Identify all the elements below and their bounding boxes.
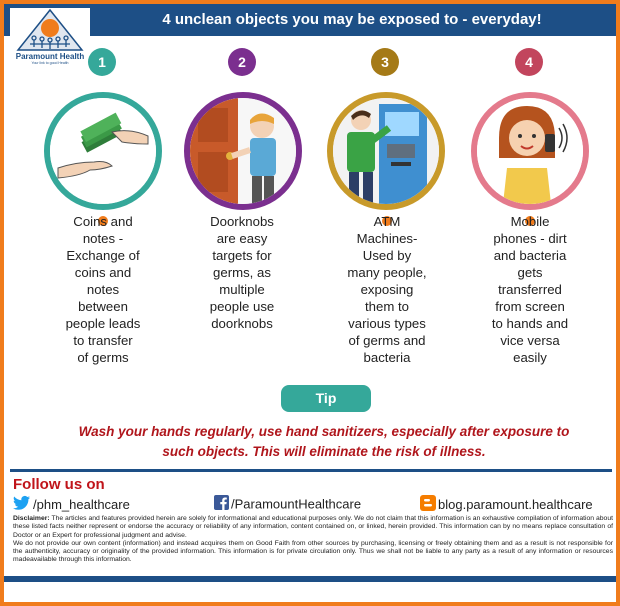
brand-logo [10,8,90,66]
brand-name: Paramount Health [15,52,85,61]
item-description: Doorknobs are easy targets for germs, as multiple people use doorknobs [209,214,275,331]
facebook-link[interactable]: /ParamountHealthcare [214,495,361,513]
tip-badge: Tip [281,385,371,412]
money-exchange-illustration-icon [44,92,162,210]
item-number-badge: 1 [88,48,116,76]
footer-bar [4,576,616,582]
divider [10,469,612,472]
item-number-badge: 4 [515,48,543,76]
mobile-phone-illustration-icon [471,92,589,210]
item-description: Coins and notes - Exchange of coins and notes between people leads to transfer of germs [65,214,141,365]
page-title: 4 unclean objects you may be exposed to - everyday! [162,11,542,28]
item-number-badge: 3 [371,48,399,76]
item-description: Mobile phones - dirt and bacteria gets transferred from screen to hands and vice versa easily [491,214,569,365]
follow-heading: Follow us on [13,476,105,493]
twitter-icon [13,495,31,516]
twitter-link[interactable]: /phm_healthcare [13,495,130,513]
facebook-icon [214,495,229,515]
doorknob-illustration-icon [184,92,302,210]
blogger-icon [420,495,436,516]
item-number-badge: 2 [228,48,256,76]
disclaimer-text: Disclaimer: The articles and features provided herein are solely for informational and educational purposes only. We do not claim that this information is an exhaustive compilation of information about these listed facts neither represent or endorse the accuracy or reliability of any information, content contained on, or linked, herein provided. This information can by no means replace consultation of Doctor or an Expert for professional judgment and advise. We do not provide our own content (information) and instead acquires them on Good Faith from other sources by purchasing, licensing or freely obtaining them and as a result is not responsible for the authenticity, accuracy or originality of the provided information. This information is for private circulation only. Thus we shall not be liable to any party as a result of any information or resources madeavailable through this information. [13,515,613,564]
paramount-logo-icon [10,8,90,54]
blog-link[interactable]: blog.paramount.healthcare [420,495,593,513]
atm-illustration-icon [327,92,445,210]
item-description: ATM Machines- Used by many people, exposing them to various types of germs and bacteria [347,214,427,365]
tip-message: Wash your hands regularly, use hand sanitizers, especially after exposure to such objects. This will eliminate the risk of illness. [78,424,570,459]
brand-tagline: Your link to good Health [31,61,69,65]
